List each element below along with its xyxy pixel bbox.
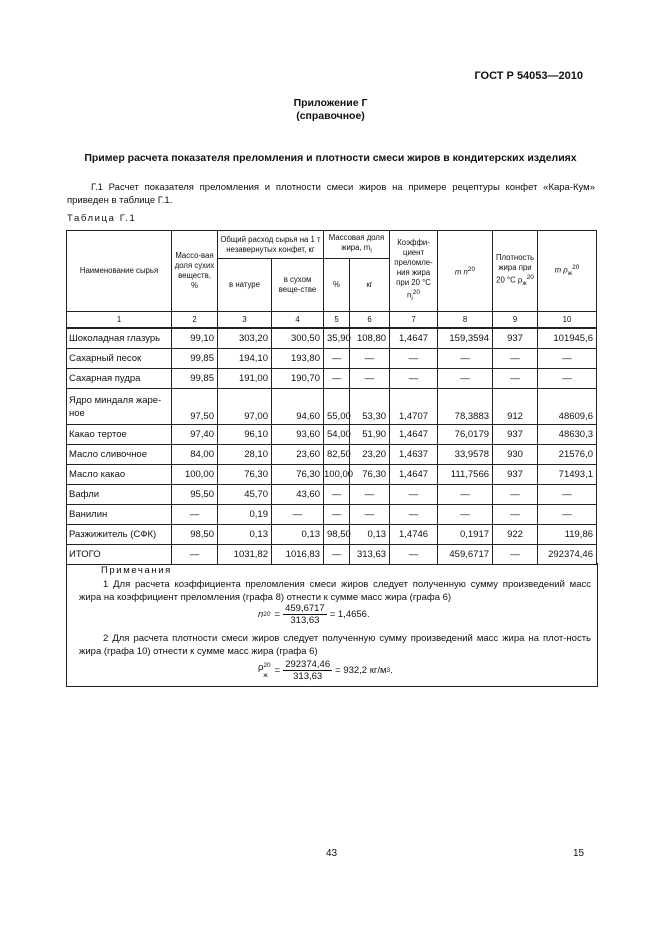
cell: 100,00 (324, 465, 350, 485)
cell: — (438, 485, 493, 505)
section-title: Пример расчета показателя преломления и плотности смеси жиров в кондитерских изделиях (84, 152, 577, 164)
table-row (67, 505, 597, 525)
intro-paragraph: Г.1 Расчет показателя преломления и плотности смеси жиров на примере рецептуры конфет «Кара-Кум» приведен в таблице Г.1. (67, 182, 595, 206)
header-m-rho-text: m ρ (554, 265, 568, 275)
cell: 1,4637 (390, 445, 438, 465)
cell: — (493, 545, 538, 565)
cell: 937 (493, 328, 538, 349)
cell: 54,00 (324, 425, 350, 445)
header-fat-kg: кг (350, 259, 390, 312)
cell: 190,70 (272, 369, 324, 389)
cell: 35,90 (324, 328, 350, 349)
formula-2-numerator: 292374,46 (285, 659, 331, 670)
cell: — (390, 485, 438, 505)
cell: 82,50 (324, 445, 350, 465)
cell: 937 (493, 465, 538, 485)
cell: 0,19 (218, 505, 272, 525)
header-density-text: Плотность жира при 20 °C ρ (495, 252, 535, 285)
cell: 159,3594 (438, 328, 493, 349)
header-m-rho: m $\rho_ж^{20}$ (538, 231, 597, 312)
cell: 303,20 (218, 328, 272, 349)
cell: 94,60 (272, 389, 324, 425)
cell: — (390, 349, 438, 369)
table-row (67, 349, 597, 369)
cell: — (493, 349, 538, 369)
col-number: 8 (438, 312, 493, 329)
notes-label: Примечания (101, 565, 172, 576)
cell: — (493, 505, 538, 525)
formula-2-symbol: ρ (258, 661, 264, 673)
header-fat: Массовая доля жира, $m_i$ (324, 231, 390, 259)
formula-1-denominator: 313,63 (290, 615, 320, 626)
cell: 95,50 (172, 485, 218, 505)
cell: 101945,6 (538, 328, 597, 349)
formula-1-result: = 1,4656. (329, 609, 370, 620)
formula-2-fraction (283, 659, 332, 682)
cell: 108,80 (350, 328, 390, 349)
table-row (67, 328, 597, 349)
cell-name: Сахарная пудра (67, 369, 172, 389)
cell: — (324, 349, 350, 369)
formula-2-result: = 932,2 кг/м (335, 665, 387, 676)
cell: 937 (493, 425, 538, 445)
cell: 1,4707 (390, 389, 438, 425)
page-number-center: 43 (326, 848, 338, 859)
cell: 96,10 (218, 425, 272, 445)
formula-2-result-sup: 3 (386, 667, 391, 674)
cell: 55,00 (324, 389, 350, 425)
header-fat-text: Массовая доля жира, m (328, 232, 385, 252)
cell: 76,0179 (438, 425, 493, 445)
formula-1-fraction (283, 603, 327, 626)
table-row-total (67, 545, 597, 565)
cell: — (324, 505, 350, 525)
header-name: Наименование сырья (67, 231, 172, 312)
cell: 43,60 (272, 485, 324, 505)
header-refraction: Коэффи-циент преломле-ния жира при 20 °C $n_i^{20}$ (390, 231, 438, 312)
cell: 51,90 (350, 425, 390, 445)
formula-2-indices (263, 662, 270, 680)
cell: 292374,46 (538, 545, 597, 565)
table-row (67, 525, 597, 545)
ingredients-table (66, 230, 597, 565)
col-number: 9 (493, 312, 538, 329)
header-refraction-text: Коэффи-циент преломле-ния жира при 20 °C n (394, 237, 433, 300)
cell: 100,00 (172, 465, 218, 485)
cell: — (438, 349, 493, 369)
cell: 97,40 (172, 425, 218, 445)
col-number: 3 (218, 312, 272, 329)
cell: 930 (493, 445, 538, 465)
cell-name: Ванилин (67, 505, 172, 525)
formula-2-denominator: 313,63 (293, 671, 323, 682)
cell: 99,10 (172, 328, 218, 349)
cell: — (538, 505, 597, 525)
cell: 1,4647 (390, 425, 438, 445)
table-row (67, 485, 597, 505)
cell: 0,13 (350, 525, 390, 545)
cell: — (538, 485, 597, 505)
cell: 922 (493, 525, 538, 545)
table-row (67, 445, 597, 465)
cell: 111,7566 (438, 465, 493, 485)
cell: 1031,82 (218, 545, 272, 565)
table-label: Таблица Г.1 (67, 213, 137, 224)
header-m-n-text: m n (454, 267, 468, 277)
cell: 0,13 (218, 525, 272, 545)
formula-density (258, 659, 393, 682)
cell: 1016,83 (272, 545, 324, 565)
cell: 0,1917 (438, 525, 493, 545)
cell: 313,63 (350, 545, 390, 565)
table-row (67, 465, 597, 485)
table-row (67, 389, 597, 425)
note-1: 1 Для расчета коэффициента преломления смеси жиров следует полученную сумму произведений масс жира на коэффициент преломления (графа 8) отнести к сумме масс жира (графа 6) (79, 579, 591, 603)
cell: 23,60 (272, 445, 324, 465)
table-row (67, 425, 597, 445)
table-row (67, 369, 597, 389)
cell: — (390, 369, 438, 389)
cell: 1,4647 (390, 328, 438, 349)
cell: 1,4647 (390, 465, 438, 485)
formula-2-lhs (258, 662, 271, 680)
cell: 93,60 (272, 425, 324, 445)
header-flow-dry: в сухом веще-стве (272, 259, 324, 312)
cell: — (172, 505, 218, 525)
cell-name: Шоколадная глазурь (67, 328, 172, 349)
cell: 193,80 (272, 349, 324, 369)
cell: — (390, 505, 438, 525)
cell-name: ИТОГО (67, 545, 172, 565)
cell: 28,10 (218, 445, 272, 465)
header-fat-percent: % (324, 259, 350, 312)
cell: — (493, 485, 538, 505)
cell-name: Ядро миндаля жаре-ное (67, 389, 172, 425)
cell: 97,00 (218, 389, 272, 425)
cell: 76,30 (218, 465, 272, 485)
cell: 300,50 (272, 328, 324, 349)
cell: — (350, 485, 390, 505)
cell: — (172, 545, 218, 565)
cell: 78,3883 (438, 389, 493, 425)
formula-2-eq: = (274, 665, 281, 676)
cell: 98,50 (172, 525, 218, 545)
cell: — (324, 369, 350, 389)
cell-name: Разжижитель (СФК) (67, 525, 172, 545)
cell: — (390, 545, 438, 565)
cell: — (272, 505, 324, 525)
cell: 99,85 (172, 369, 218, 389)
formula-1-sup: 20 (263, 611, 271, 618)
cell: 0,13 (272, 525, 324, 545)
cell: 71493,1 (538, 465, 597, 485)
cell: — (538, 369, 597, 389)
cell: 53,30 (350, 389, 390, 425)
col-number: 4 (272, 312, 324, 329)
cell: 48609,6 (538, 389, 597, 425)
col-number: 6 (350, 312, 390, 329)
cell: 194,10 (218, 349, 272, 369)
page-number-right: 15 (573, 848, 585, 859)
cell: 84,00 (172, 445, 218, 465)
note-2: 2 Для расчета плотности смеси жиров следует полученную сумму произведений масс жира на плот-ность жира (графа 10) отнести к сумме масс жира (графа 6) (79, 633, 591, 657)
cell: — (350, 369, 390, 389)
header-m-n: m $n^{20}$ (438, 231, 493, 312)
cell: 1,4746 (390, 525, 438, 545)
cell: 76,30 (350, 465, 390, 485)
cell-name: Вафли (67, 485, 172, 505)
formula-2-sub: ж (263, 671, 268, 679)
cell: — (493, 369, 538, 389)
cell: 119,86 (538, 525, 597, 545)
formula-refraction (258, 603, 370, 626)
cell: 45,70 (218, 485, 272, 505)
header-flow-natural: в натуре (218, 259, 272, 312)
cell: 459,6717 (438, 545, 493, 565)
cell: 23,20 (350, 445, 390, 465)
formula-2-end: . (390, 665, 393, 676)
cell-name: Какао тертое (67, 425, 172, 445)
appendix-title: Приложение Г (293, 97, 368, 109)
cell: — (350, 349, 390, 369)
header-density: Плотность жира при 20 °C $\rho_ж^{20}$ (493, 231, 538, 312)
column-numbers-row (67, 312, 597, 329)
col-number: 5 (324, 312, 350, 329)
formula-2-sup: 20 (263, 661, 271, 669)
cell: 912 (493, 389, 538, 425)
cell: — (438, 505, 493, 525)
cell: 33,9578 (438, 445, 493, 465)
cell: 21576,0 (538, 445, 597, 465)
cell: — (438, 369, 493, 389)
formula-1-eq: = (274, 609, 281, 620)
cell: — (324, 485, 350, 505)
col-number: 10 (538, 312, 597, 329)
col-number: 7 (390, 312, 438, 329)
cell-name: Масло сливочное (67, 445, 172, 465)
cell-name: Масло какао (67, 465, 172, 485)
col-number: 1 (67, 312, 172, 329)
cell: 191,00 (218, 369, 272, 389)
cell: 76,30 (272, 465, 324, 485)
cell-name: Сахарный песок (67, 349, 172, 369)
document-code: ГОСТ Р 54053—2010 (474, 70, 583, 82)
cell: — (538, 349, 597, 369)
col-number: 2 (172, 312, 218, 329)
cell: 48630,3 (538, 425, 597, 445)
cell: 99,85 (172, 349, 218, 369)
cell: 97,50 (172, 389, 218, 425)
formula-1-symbol: n (258, 609, 264, 620)
appendix-subtitle: (справочное) (296, 110, 365, 122)
cell: — (350, 505, 390, 525)
cell: 98,50 (324, 525, 350, 545)
formula-1-numerator: 459,6717 (285, 603, 325, 614)
header-flow: Общий расход сырья на 1 т незавернутых конфет, кг (218, 231, 324, 259)
cell: — (324, 545, 350, 565)
header-dry-matter: Массо-вая доля сухих веществ, % (172, 231, 218, 312)
